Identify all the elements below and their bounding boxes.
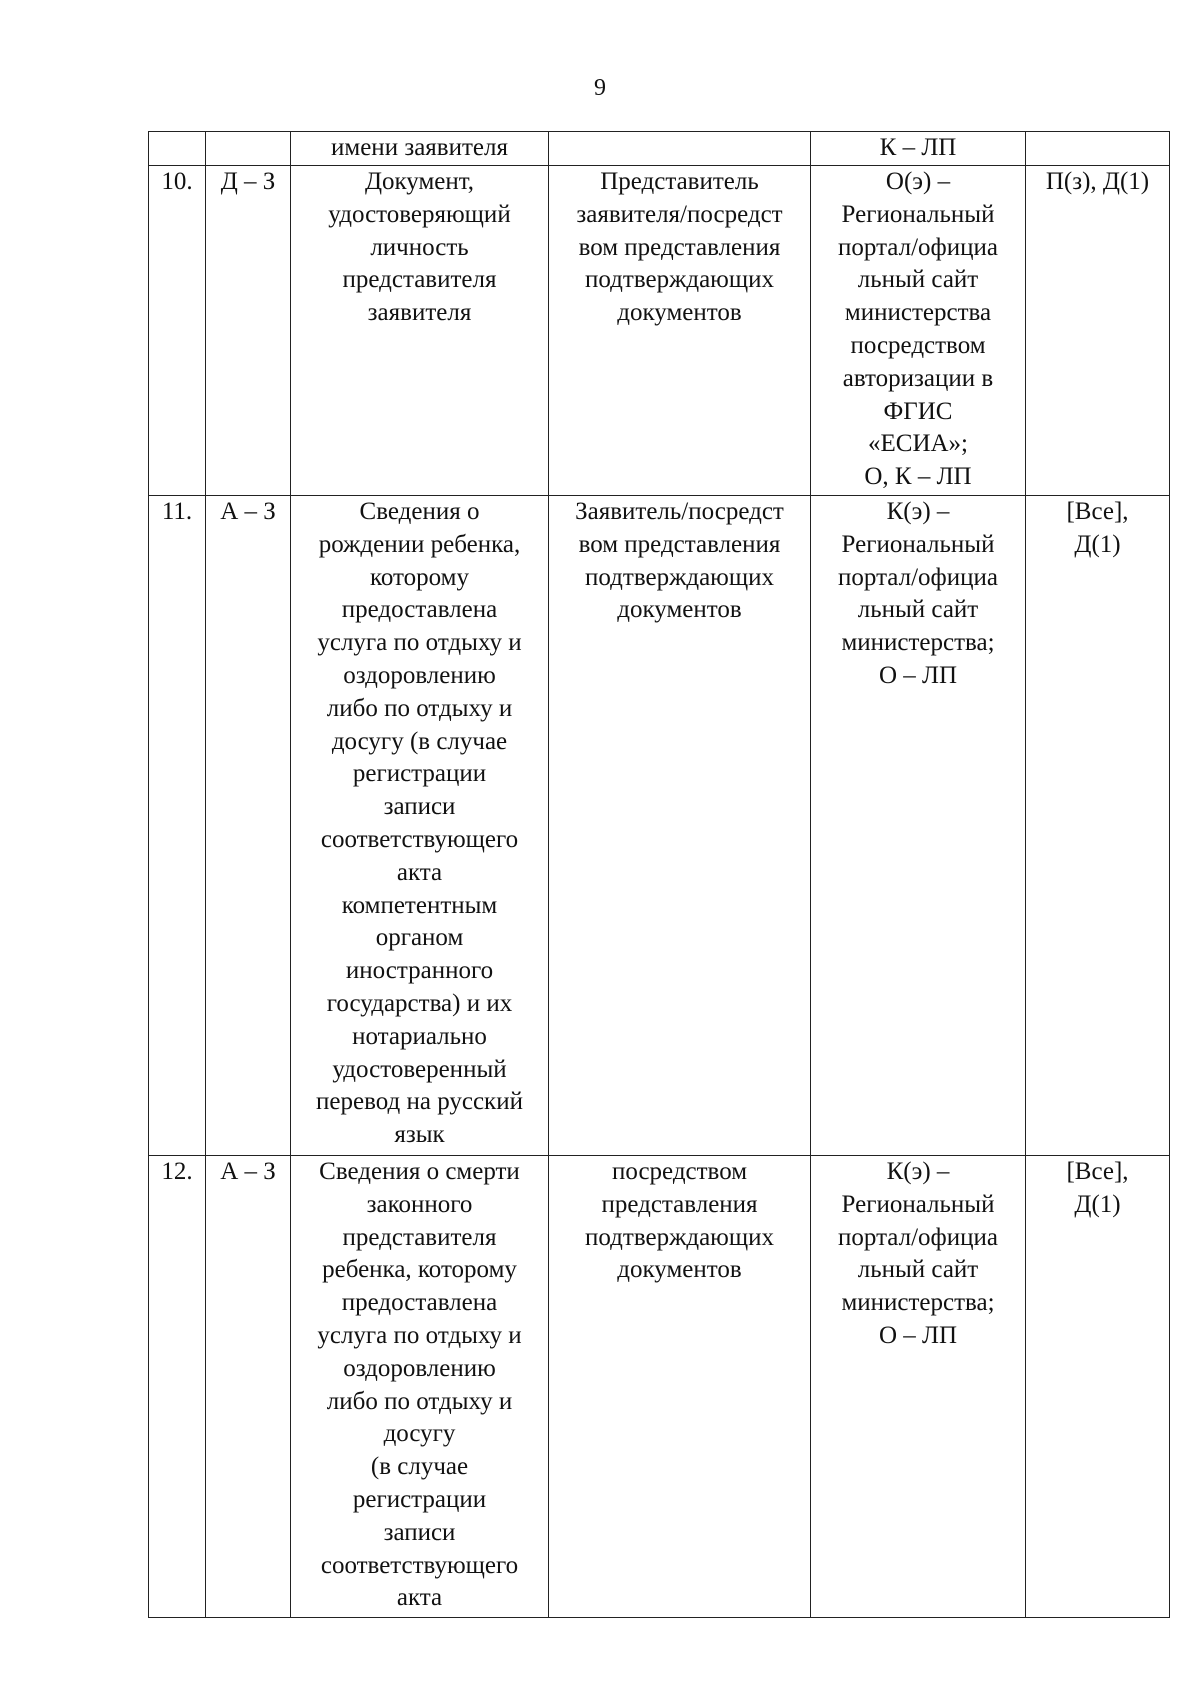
row-document-name: Сведения о смерти законного представителя ребенка, которому предоставлена услуга по отдыху и оздоровлению либо по отдыху и досугу (в случае регистрации записи соответствующего акта <box>291 1156 549 1618</box>
row-number: 12. <box>149 1156 206 1618</box>
row-submission-method: О(э) – Региональный портал/официа льный сайт министерства посредством авторизации в ФГИС «ЕСИА»; О, К – ЛП <box>811 166 1026 496</box>
row-result: [Все], Д(1) <box>1026 1156 1170 1618</box>
documents-table <box>148 131 1170 1618</box>
row-type-code: Д – З <box>206 166 291 496</box>
row-document-name: Документ, удостоверяющий личность представителя заявителя <box>291 166 549 496</box>
page-number: 9 <box>594 75 606 101</box>
row-result <box>1026 132 1170 166</box>
row-document-name: Сведения о рождении ребенка, которому предоставлена услуга по отдыху и оздоровлению либо по отдыху и досугу (в случае регистрации записи соответствующего акта компетентным органом иностранного государства) и их нотариально удостоверенный перевод на русский язык <box>291 496 549 1156</box>
row-number: 10. <box>149 166 206 496</box>
row-result: П(з), Д(1) <box>1026 166 1170 496</box>
row-number: 11. <box>149 496 206 1156</box>
row-document-name: имени заявителя <box>291 132 549 166</box>
row-submission-method: К(э) – Региональный портал/официа льный сайт министерства; О – ЛП <box>811 1156 1026 1618</box>
row-type-code: А – З <box>206 496 291 1156</box>
table-row-continuation <box>149 132 1170 166</box>
row-submitter <box>549 132 811 166</box>
row-submitter: Представитель заявителя/посредст вом представления подтверждающих документов <box>549 166 811 496</box>
table-row-11 <box>149 496 1170 1156</box>
row-type-code: А – З <box>206 1156 291 1618</box>
row-submitter: Заявитель/посредст вом представления подтверждающих документов <box>549 496 811 1156</box>
table-row-12 <box>149 1156 1170 1618</box>
row-number <box>149 132 206 166</box>
row-result: [Все], Д(1) <box>1026 496 1170 1156</box>
row-type-code <box>206 132 291 166</box>
row-submitter: посредством представления подтверждающих документов <box>549 1156 811 1618</box>
table-row-10 <box>149 166 1170 496</box>
row-submission-method: К – ЛП <box>811 132 1026 166</box>
row-submission-method: К(э) – Региональный портал/официа льный сайт министерства; О – ЛП <box>811 496 1026 1156</box>
